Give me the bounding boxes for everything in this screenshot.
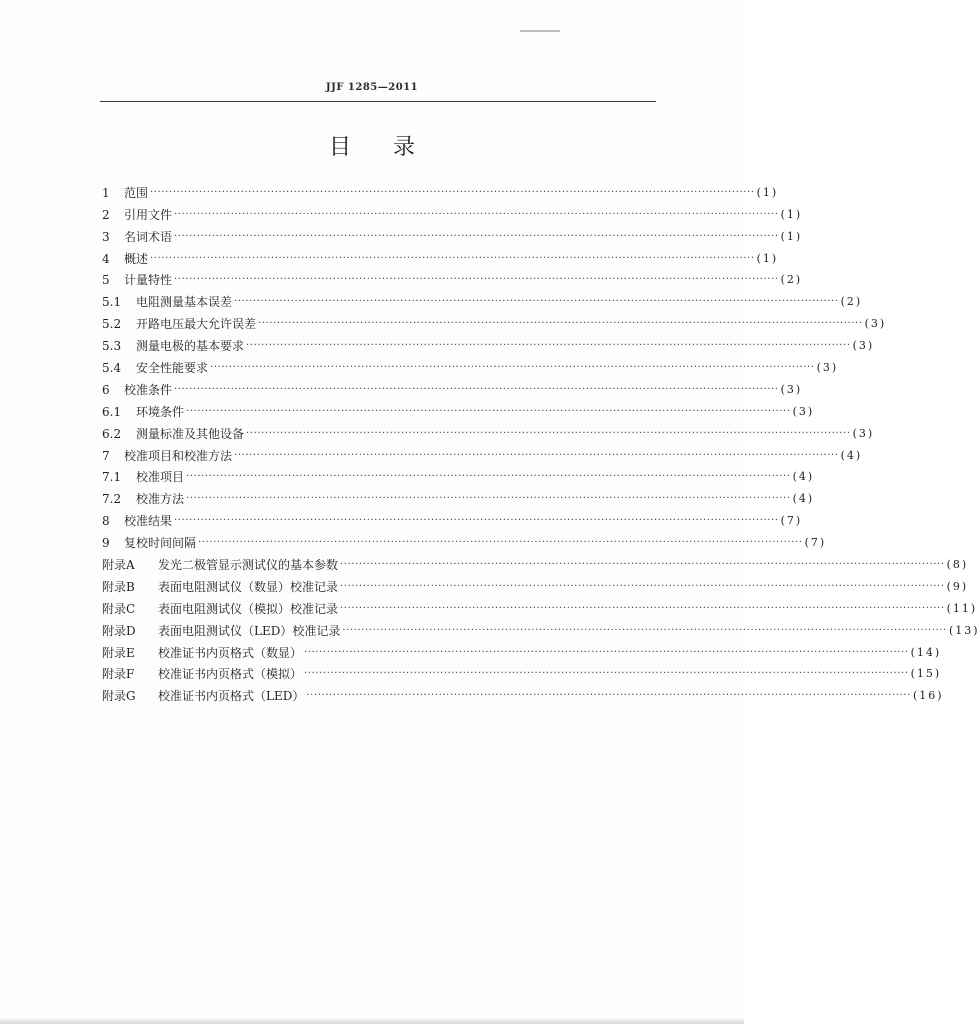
toc-entry-number: 5.3 — [102, 339, 122, 354]
toc-entry-title: 校准证书内页格式（数显） — [158, 645, 303, 660]
toc-entry[interactable] — [102, 506, 803, 529]
toc-entry-page: (2) — [840, 295, 863, 309]
toc-entry[interactable] — [102, 266, 803, 288]
toc-entry-page: (3) — [864, 317, 887, 331]
toc-entry-number: 5.4 — [102, 361, 122, 376]
toc-entry[interactable] — [102, 638, 942, 660]
toc-leader-dots: ································································································································································ — [234, 449, 839, 461]
toc-entry[interactable] — [102, 484, 815, 507]
toc-leader-dots: ································································································································································ — [234, 296, 839, 308]
toc-entry[interactable] — [102, 222, 803, 244]
toc-entry-number: 附录C — [102, 601, 136, 616]
toc-entry-number: 1 — [102, 185, 110, 200]
toc-leader-dots: ································································································································································ — [342, 624, 947, 636]
toc-entry[interactable] — [102, 572, 969, 594]
toc-entry-title: 引用文件 — [124, 207, 173, 222]
toc-entry-page: (4) — [792, 492, 815, 506]
toc-entry[interactable] — [102, 660, 942, 682]
toc-entry-number: 7 — [102, 448, 110, 463]
toc-entry-page: (16) — [912, 689, 944, 703]
toc-entry-title: 环境条件 — [136, 404, 185, 419]
toc-leader-dots: ································································································································································ — [186, 471, 791, 483]
toc-leader-dots: ································································································································································ — [174, 208, 779, 220]
toc-entry-title: 概述 — [124, 251, 149, 266]
toc-entry-page: (14) — [910, 645, 942, 659]
toc-entry-page: (4) — [792, 470, 815, 484]
toc-entry-title: 开路电压最大允许误差 — [136, 317, 257, 332]
toc-entry-page: (1) — [780, 207, 803, 221]
toc-entry[interactable] — [102, 200, 803, 222]
toc-entry-number: 附录G — [102, 689, 136, 704]
toc-entry-title: 表面电阻测试仪（模拟）校准记录 — [158, 601, 339, 616]
toc-entry-title: 校准项目 — [136, 470, 185, 485]
toc-entry-title: 测量标准及其他设备 — [136, 426, 245, 441]
scan-artifact — [520, 30, 560, 32]
toc-entry-page: (4) — [840, 448, 863, 462]
toc-entry[interactable] — [102, 463, 815, 485]
toc-entry-title: 计量特性 — [124, 273, 173, 288]
toc-entry-page: (3) — [852, 339, 875, 353]
toc-entry-title: 校准结果 — [124, 514, 173, 529]
toc-leader-dots: ································································································································································ — [258, 318, 863, 330]
toc-entry-page: (2) — [780, 273, 803, 287]
toc-entry-page: (3) — [792, 404, 815, 418]
toc-entry-number: 7.2 — [102, 492, 122, 507]
toc-entry-page: (11) — [946, 601, 978, 615]
toc-entry[interactable] — [102, 331, 875, 354]
toc-title: 目录 — [328, 135, 457, 160]
toc-entry-title: 发光二极管显示测试仪的基本参数 — [158, 558, 339, 573]
toc-entry[interactable] — [102, 681, 944, 704]
toc-entry-number: 5.1 — [102, 295, 122, 310]
toc-leader-dots: ································································································································································ — [174, 515, 779, 527]
toc-entry-number: 6.1 — [102, 404, 122, 419]
toc-entry-page: (13) — [948, 623, 980, 637]
toc-entry-number: 3 — [102, 229, 110, 244]
toc-leader-dots: ································································································································································ — [304, 646, 909, 658]
toc-entry[interactable] — [102, 397, 815, 419]
toc-leader-dots: ································································································································································ — [174, 230, 779, 242]
toc-entry-title: 复校时间间隔 — [124, 536, 197, 551]
toc-entry-number: 8 — [102, 514, 110, 529]
toc-entry-title: 校准证书内页格式（LED） — [158, 689, 305, 704]
toc-entry-number: 附录E — [102, 645, 135, 660]
toc-entry-page: (9) — [946, 579, 969, 593]
toc-entry-title: 校准证书内页格式（模拟） — [158, 667, 303, 682]
toc-entry[interactable] — [102, 441, 863, 463]
toc-entry[interactable] — [102, 244, 779, 266]
toc-entry-title: 名词术语 — [124, 229, 173, 244]
toc-entry[interactable] — [102, 178, 779, 200]
toc-leader-dots: ································································································································································ — [340, 602, 945, 614]
toc-entry-number: 7.1 — [102, 470, 122, 485]
toc-leader-dots: ································································································································································ — [198, 537, 803, 549]
toc-entry[interactable] — [102, 528, 827, 551]
toc-entry-title: 校准项目和校准方法 — [124, 448, 233, 463]
toc-entry-title: 电阻测量基本误差 — [136, 295, 233, 310]
toc-entry-number: 2 — [102, 207, 110, 222]
toc-entry-page: (8) — [946, 558, 969, 572]
toc-entry-title: 表面电阻测试仪（LED）校准记录 — [158, 623, 341, 638]
toc-entry-page: (1) — [756, 251, 779, 265]
header-rule — [100, 101, 656, 102]
toc-entry-title: 表面电阻测试仪（数显）校准记录 — [158, 579, 339, 594]
toc-entry-page: (7) — [780, 514, 803, 528]
toc-entry[interactable] — [102, 309, 887, 332]
standard-code-header: JJF 1285—2011 — [325, 82, 419, 93]
toc-entry-page: (1) — [780, 229, 803, 243]
toc-entry-number: 附录F — [102, 667, 135, 682]
toc-entry-page: (3) — [816, 361, 839, 375]
toc-leader-dots: ································································································································································ — [186, 405, 791, 417]
toc-leader-dots: ································································································································································ — [304, 668, 909, 680]
toc-leader-dots: ································································································································································ — [186, 493, 791, 505]
toc-entry-number: 6 — [102, 382, 110, 397]
toc-entry-page: (15) — [910, 667, 942, 681]
toc-entry-title: 测量电极的基本要求 — [136, 339, 245, 354]
toc-leader-dots: ································································································································································ — [340, 559, 945, 571]
toc-leader-dots: ································································································································································ — [150, 186, 755, 198]
toc-leader-dots: ································································································································································ — [306, 690, 911, 702]
toc-leader-dots: ································································································································································ — [340, 580, 945, 592]
toc-entry-page: (3) — [780, 382, 803, 396]
toc-entry[interactable] — [102, 419, 875, 441]
toc-leader-dots: ································································································································································ — [246, 340, 851, 352]
toc-entry-title: 安全性能要求 — [136, 361, 209, 376]
toc-entry-number: 5.2 — [102, 317, 122, 332]
scan-bottom-edge — [0, 1019, 744, 1024]
toc-entry[interactable] — [102, 550, 969, 573]
toc-entry-number: 9 — [102, 536, 110, 551]
toc-entry-page: (3) — [852, 426, 875, 440]
toc-entry-number: 4 — [102, 251, 110, 266]
toc-entry-number: 5 — [102, 273, 110, 288]
toc-entry[interactable] — [102, 353, 839, 376]
toc-entry-number: 附录A — [102, 558, 135, 573]
toc-leader-dots: ································································································································································ — [246, 427, 851, 439]
toc-leader-dots: ································································································································································ — [210, 362, 815, 374]
toc-entry[interactable] — [102, 287, 863, 310]
toc-entry[interactable] — [102, 594, 978, 616]
table-of-contents — [102, 178, 980, 704]
toc-entry-number: 附录D — [102, 623, 136, 638]
toc-leader-dots: ································································································································································ — [150, 252, 755, 264]
toc-entry-page: (7) — [804, 536, 827, 550]
toc-entry-title: 范围 — [124, 185, 149, 200]
toc-entry[interactable] — [102, 616, 980, 638]
toc-entry-number: 6.2 — [102, 426, 122, 441]
toc-entry-title: 校准条件 — [124, 382, 173, 397]
toc-leader-dots: ································································································································································ — [174, 383, 779, 395]
toc-entry[interactable] — [102, 375, 803, 397]
toc-entry-title: 校准方法 — [136, 492, 185, 507]
toc-entry-number: 附录B — [102, 579, 135, 594]
toc-leader-dots: ································································································································································ — [174, 274, 779, 286]
toc-entry-page: (1) — [756, 185, 779, 199]
